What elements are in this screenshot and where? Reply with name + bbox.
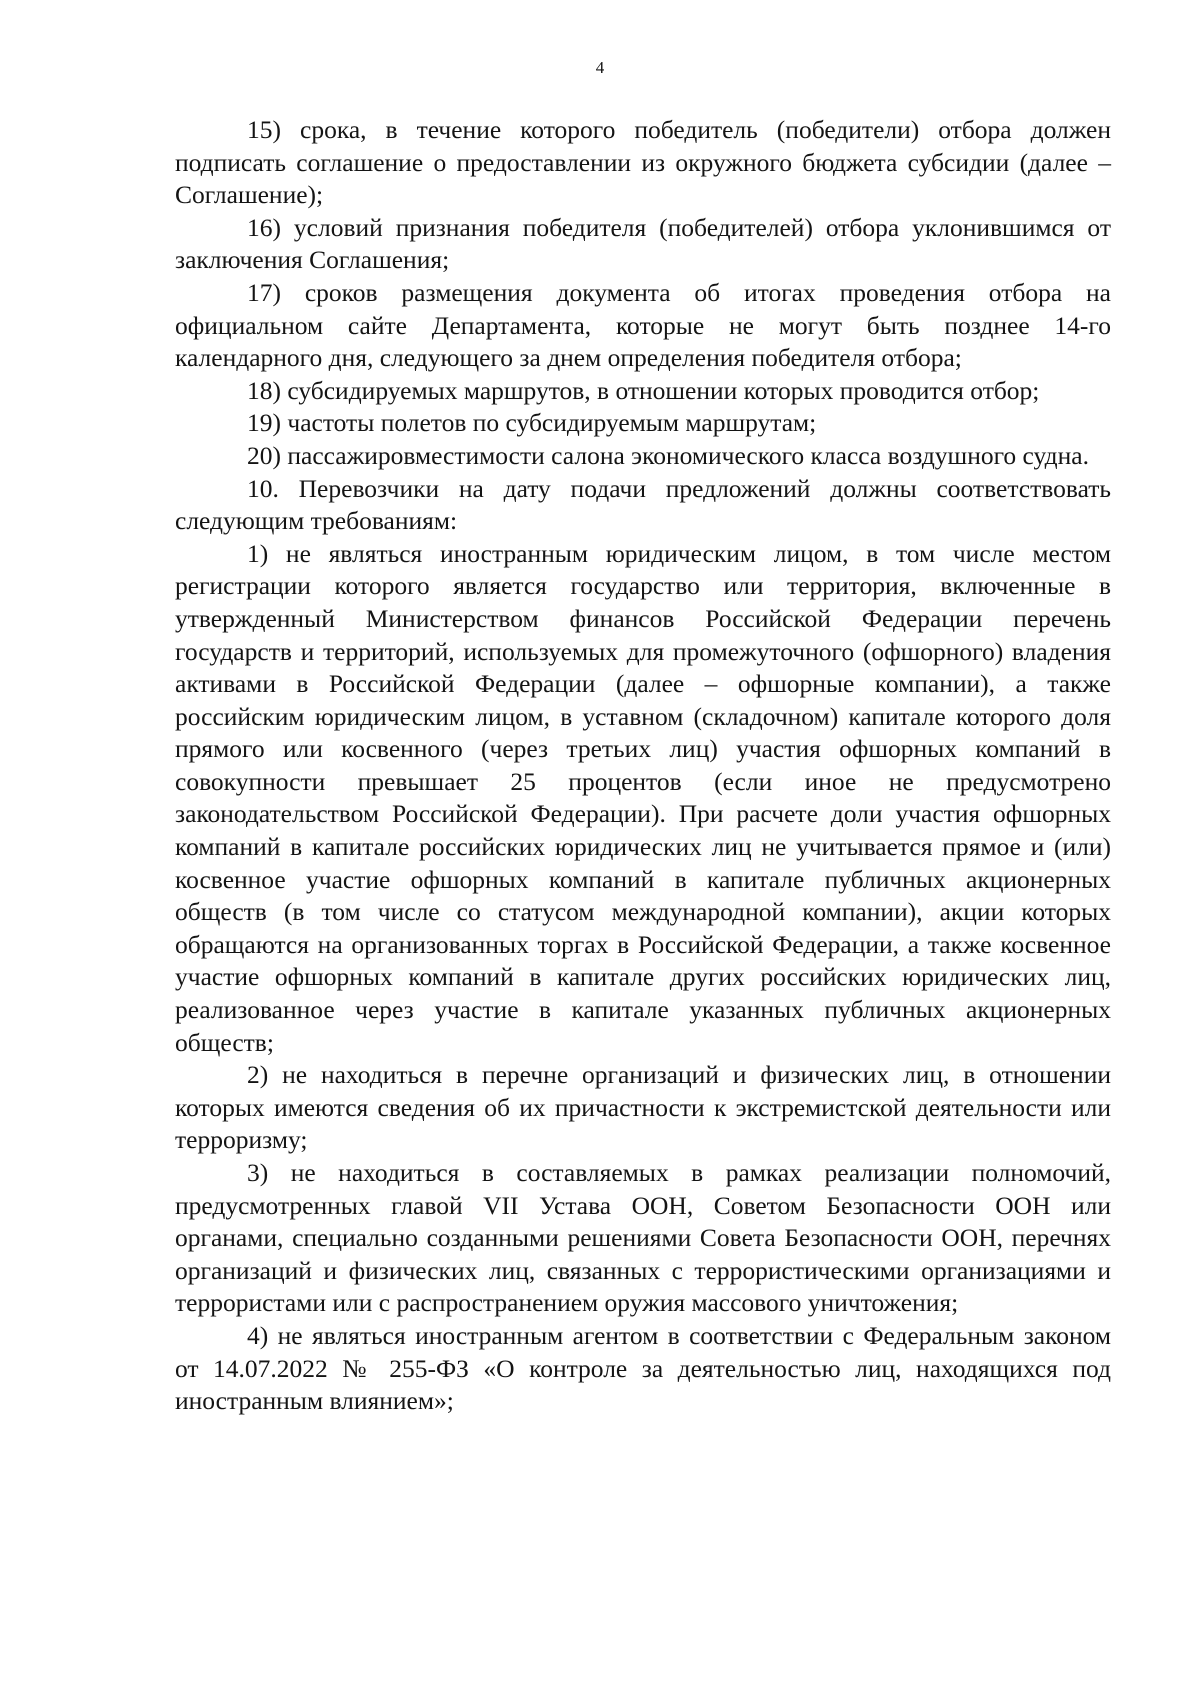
paragraph-item-16: 16) условий признания победителя (победителей) отбора уклонившимся от заключения Соглашения; bbox=[175, 212, 1111, 275]
paragraph-requirement-3: 3) не находиться в составляемых в рамках реализации полномочий, предусмотренных главой VII Устава ООН, Советом Безопасности ООН или органами, специально созданными решениями Совета Безопасности ООН, перечнях организаций и физических лиц, связанных с террористическими организациями и террористами или с распространением оружия массового уничтожения; bbox=[175, 1158, 1111, 1318]
page-number: 4 bbox=[595, 58, 605, 77]
paragraph-item-19: 19) частоты полетов по субсидируемым маршрутам; bbox=[247, 408, 817, 438]
paragraph-requirement-1: 1) не являться иностранным юридическим лицом, в том числе местом регистрации которого является государство или территория, включенные в утвержденный Министерством финансов Российской Федерации перечень государств и территорий, используемых для промежуточного (офшорного) владения активами в Российской Федерации (далее – офшорные компании), а также российским юридическим лицом, в уставном (складочном) капитале которого доля прямого или косвенного (через третьих лиц) участия офшорных компаний в совокупности превышает 25 процентов (если иное не предусмотрено законодательством Российской Федерации). При расчете доли участия офшорных компаний в капитале российских юридических лиц не учитывается прямое и (или) косвенное участие офшорных компаний в капитале публичных акционерных обществ (в том числе со статусом международной компании), акции которых обращаются на организованных торгах в Российской Федерации, а также косвенное участие офшорных компаний в капитале других российских юридических лиц, реализованное через участие в капитале указанных публичных акционерных обществ; bbox=[175, 538, 1111, 1057]
paragraph-item-15: 15) срока, в течение которого победитель (победители) отбора должен подписать соглашение о предоставлении из окружного бюджета субсидии (далее – Соглашение); bbox=[175, 115, 1111, 210]
paragraph-requirement-4: 4) не являться иностранным агентом в соответствии с Федеральным законом от 14.07.2022 № 255-ФЗ «О контроле за деятельностью лиц, находящихся под иностранным влиянием»; bbox=[175, 1320, 1111, 1416]
paragraph-item-17: 17) сроков размещения документа об итогах проведения отбора на официальном сайте Департамента, которые не могут быть позднее 14-го календарного дня, следующего за днем определения победителя отбора; bbox=[175, 277, 1111, 373]
document-body bbox=[175, 114, 1111, 1418]
paragraph-clause-10: 10. Перевозчики на дату подачи предложений должны соответствовать следующим требованиям: bbox=[175, 473, 1111, 536]
paragraph-item-20: 20) пассажировместимости салона экономического класса воздушного судна. bbox=[247, 440, 1089, 470]
paragraph-item-18: 18) субсидируемых маршрутов, в отношении которых проводится отбор; bbox=[247, 375, 1040, 405]
paragraph-requirement-2: 2) не находиться в перечне организаций и физических лиц, в отношении которых имеются сведения об их причастности к экстремистской деятельности или терроризму; bbox=[175, 1060, 1111, 1155]
